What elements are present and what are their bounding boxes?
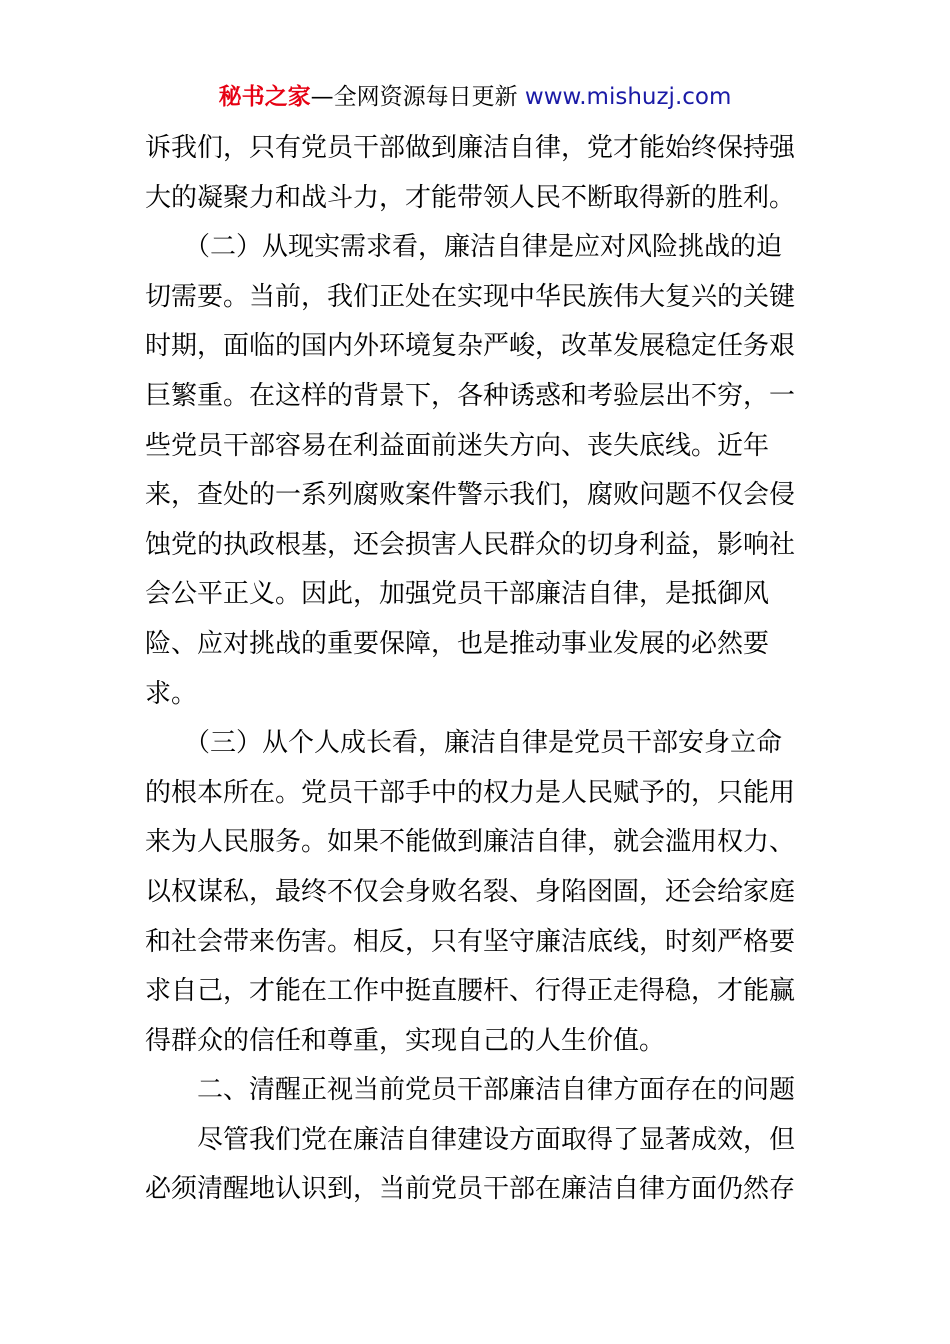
text-line: 时期，面临的国内外环境复杂严峻，改革发展稳定任务艰 <box>145 331 796 362</box>
text-line: （二）从现实需求看，廉洁自律是应对风险挑战的迫 <box>145 232 783 263</box>
header-url[interactable]: www.mishuzj.com <box>524 84 732 110</box>
text-line: 求。 <box>145 678 198 709</box>
text-line: 以权谋私，最终不仅会身败名裂、身陷囹圄，还会给家庭 <box>145 876 796 907</box>
header-tagline: —全网资源每日更新 <box>310 84 525 110</box>
text-line: 大的凝聚力和战斗力，才能带领人民不断取得新的胜利。 <box>145 182 796 213</box>
text-line: 蚀党的执政根基，还会损害人民群众的切身利益，影响社 <box>145 529 796 560</box>
text-line: 会公平正义。因此，加强党员干部廉洁自律，是抵御风 <box>145 579 770 610</box>
text-line: 来，查处的一系列腐败案件警示我们，腐败问题不仅会侵 <box>145 480 796 511</box>
text-line: 必须清醒地认识到，当前党员干部在廉洁自律方面仍然存 <box>145 1174 796 1205</box>
brand-name: 秘书之家 <box>218 84 311 110</box>
text-line: （三）从个人成长看，廉洁自律是党员干部安身立命 <box>145 728 783 759</box>
text-line: 诉我们，只有党员干部做到廉洁自律，党才能始终保持强 <box>145 133 796 163</box>
document-body <box>145 124 810 1215</box>
text-line: 求自己，才能在工作中挺直腰杆、行得正走得稳，才能赢 <box>145 976 796 1007</box>
text-line: 的根本所在。党员干部手中的权力是人民赋予的，只能用 <box>145 777 796 808</box>
section-heading: 二、清醒正视当前党员干部廉洁自律方面存在的问题 <box>145 1075 796 1106</box>
text-line: 巨繁重。在这样的背景下，各种诱惑和考验层出不穷，一 <box>145 380 796 411</box>
text-line: 险、应对挑战的重要保障，也是推动事业发展的必然要 <box>145 628 770 659</box>
text-line: 得群众的信任和尊重，实现自己的人生价值。 <box>145 1025 666 1056</box>
text-line: 尽管我们党在廉洁自律建设方面取得了显著成效，但 <box>145 1124 796 1155</box>
text-line: 些党员干部容易在利益面前迷失方向、丧失底线。近年 <box>145 430 770 461</box>
text-line: 和社会带来伤害。相反，只有坚守廉洁底线，时刻严格要 <box>145 926 796 957</box>
page-header <box>0 80 950 114</box>
text-line: 切需要。当前，我们正处在实现中华民族伟大复兴的关键 <box>145 281 796 312</box>
text-line: 来为人民服务。如果不能做到廉洁自律，就会滥用权力、 <box>145 827 796 858</box>
